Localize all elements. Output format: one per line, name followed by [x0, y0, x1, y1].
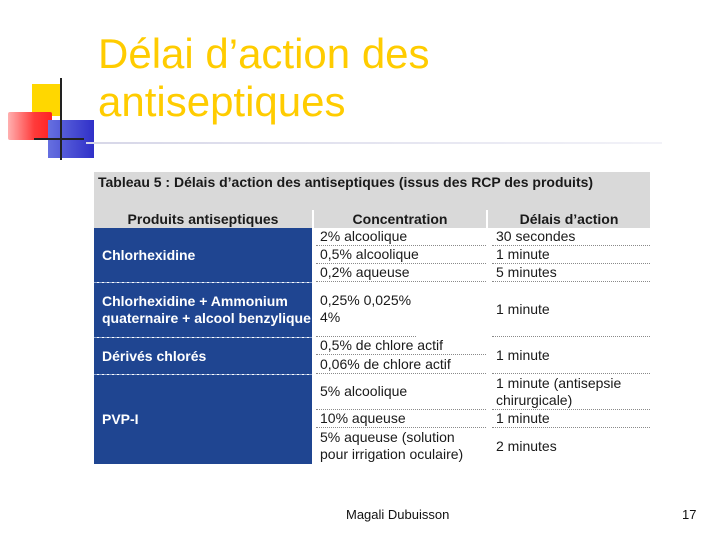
antiseptic-delay-table [94, 172, 650, 464]
table-cell-delay: 2 minutes [496, 437, 557, 454]
title-separator [86, 142, 662, 144]
slide-logo-decoration [0, 0, 100, 170]
horizontal-line-decoration [34, 138, 84, 140]
table-cell-concentration: 2% alcoolique [316, 228, 486, 246]
table-cell-delay: 1 minute [492, 410, 650, 428]
column-header-delay: Délais d’action [488, 210, 650, 228]
product-separator [94, 337, 312, 339]
table-cell-delay: 1 minute (antisepsie chirurgicale) [492, 374, 650, 410]
table-cell-delay: 1 minute [492, 246, 650, 264]
product-separator [94, 374, 312, 376]
table-cell-concentration: 0,06% de chlore actif [316, 355, 486, 374]
table-cell-delay: 1 minute [492, 282, 650, 337]
table-cell-concentration: 10% aqueuse [316, 410, 486, 428]
table-cell-delay: 5 minutes [492, 264, 650, 282]
table-cell-concentration: 5% aqueuse (solution pour irrigation oculaire) [320, 429, 464, 462]
table-cell-concentration: 0,5% de chlore actif [316, 337, 486, 355]
table-cell-delay: 1 minute [492, 337, 650, 374]
footer-author: Magali Dubuisson [346, 507, 450, 522]
page-number: 17 [682, 507, 697, 522]
table-cell-concentration: 5% alcoolique [316, 374, 486, 410]
product-cell-pvp-i: PVP-I [94, 375, 312, 464]
table-cell-delay: 30 secondes [492, 228, 650, 246]
product-cell-chlorhexidine-combo: Chlorhexidine + Ammonium quaternaire + alcool benzylique [94, 283, 312, 337]
red-square-icon [8, 112, 52, 140]
column-header-concentration: Concentration [314, 210, 486, 228]
product-separator [94, 282, 312, 284]
vertical-line-decoration [60, 78, 62, 160]
product-cell-chlorhexidine: Chlorhexidine [94, 228, 312, 282]
slide-title [98, 30, 430, 126]
column-header-products: Produits antiseptiques [94, 210, 312, 228]
product-cell-chlorine-derivatives: Dérivés chlorés [94, 338, 312, 374]
table-cell-concentration: 0,2% aqueuse [316, 264, 486, 282]
slide-title-line1: Délai d’action des [98, 30, 430, 77]
table-cell-concentration: 0,5% alcoolique [316, 246, 486, 264]
table-caption: Tableau 5 : Délais d’action des antiseptiques (issus des RCP des produits) [94, 172, 650, 210]
table-cell-concentration: 0,25% 0,025% 4% [316, 282, 416, 337]
slide-title-line2: antiseptiques [98, 78, 346, 125]
